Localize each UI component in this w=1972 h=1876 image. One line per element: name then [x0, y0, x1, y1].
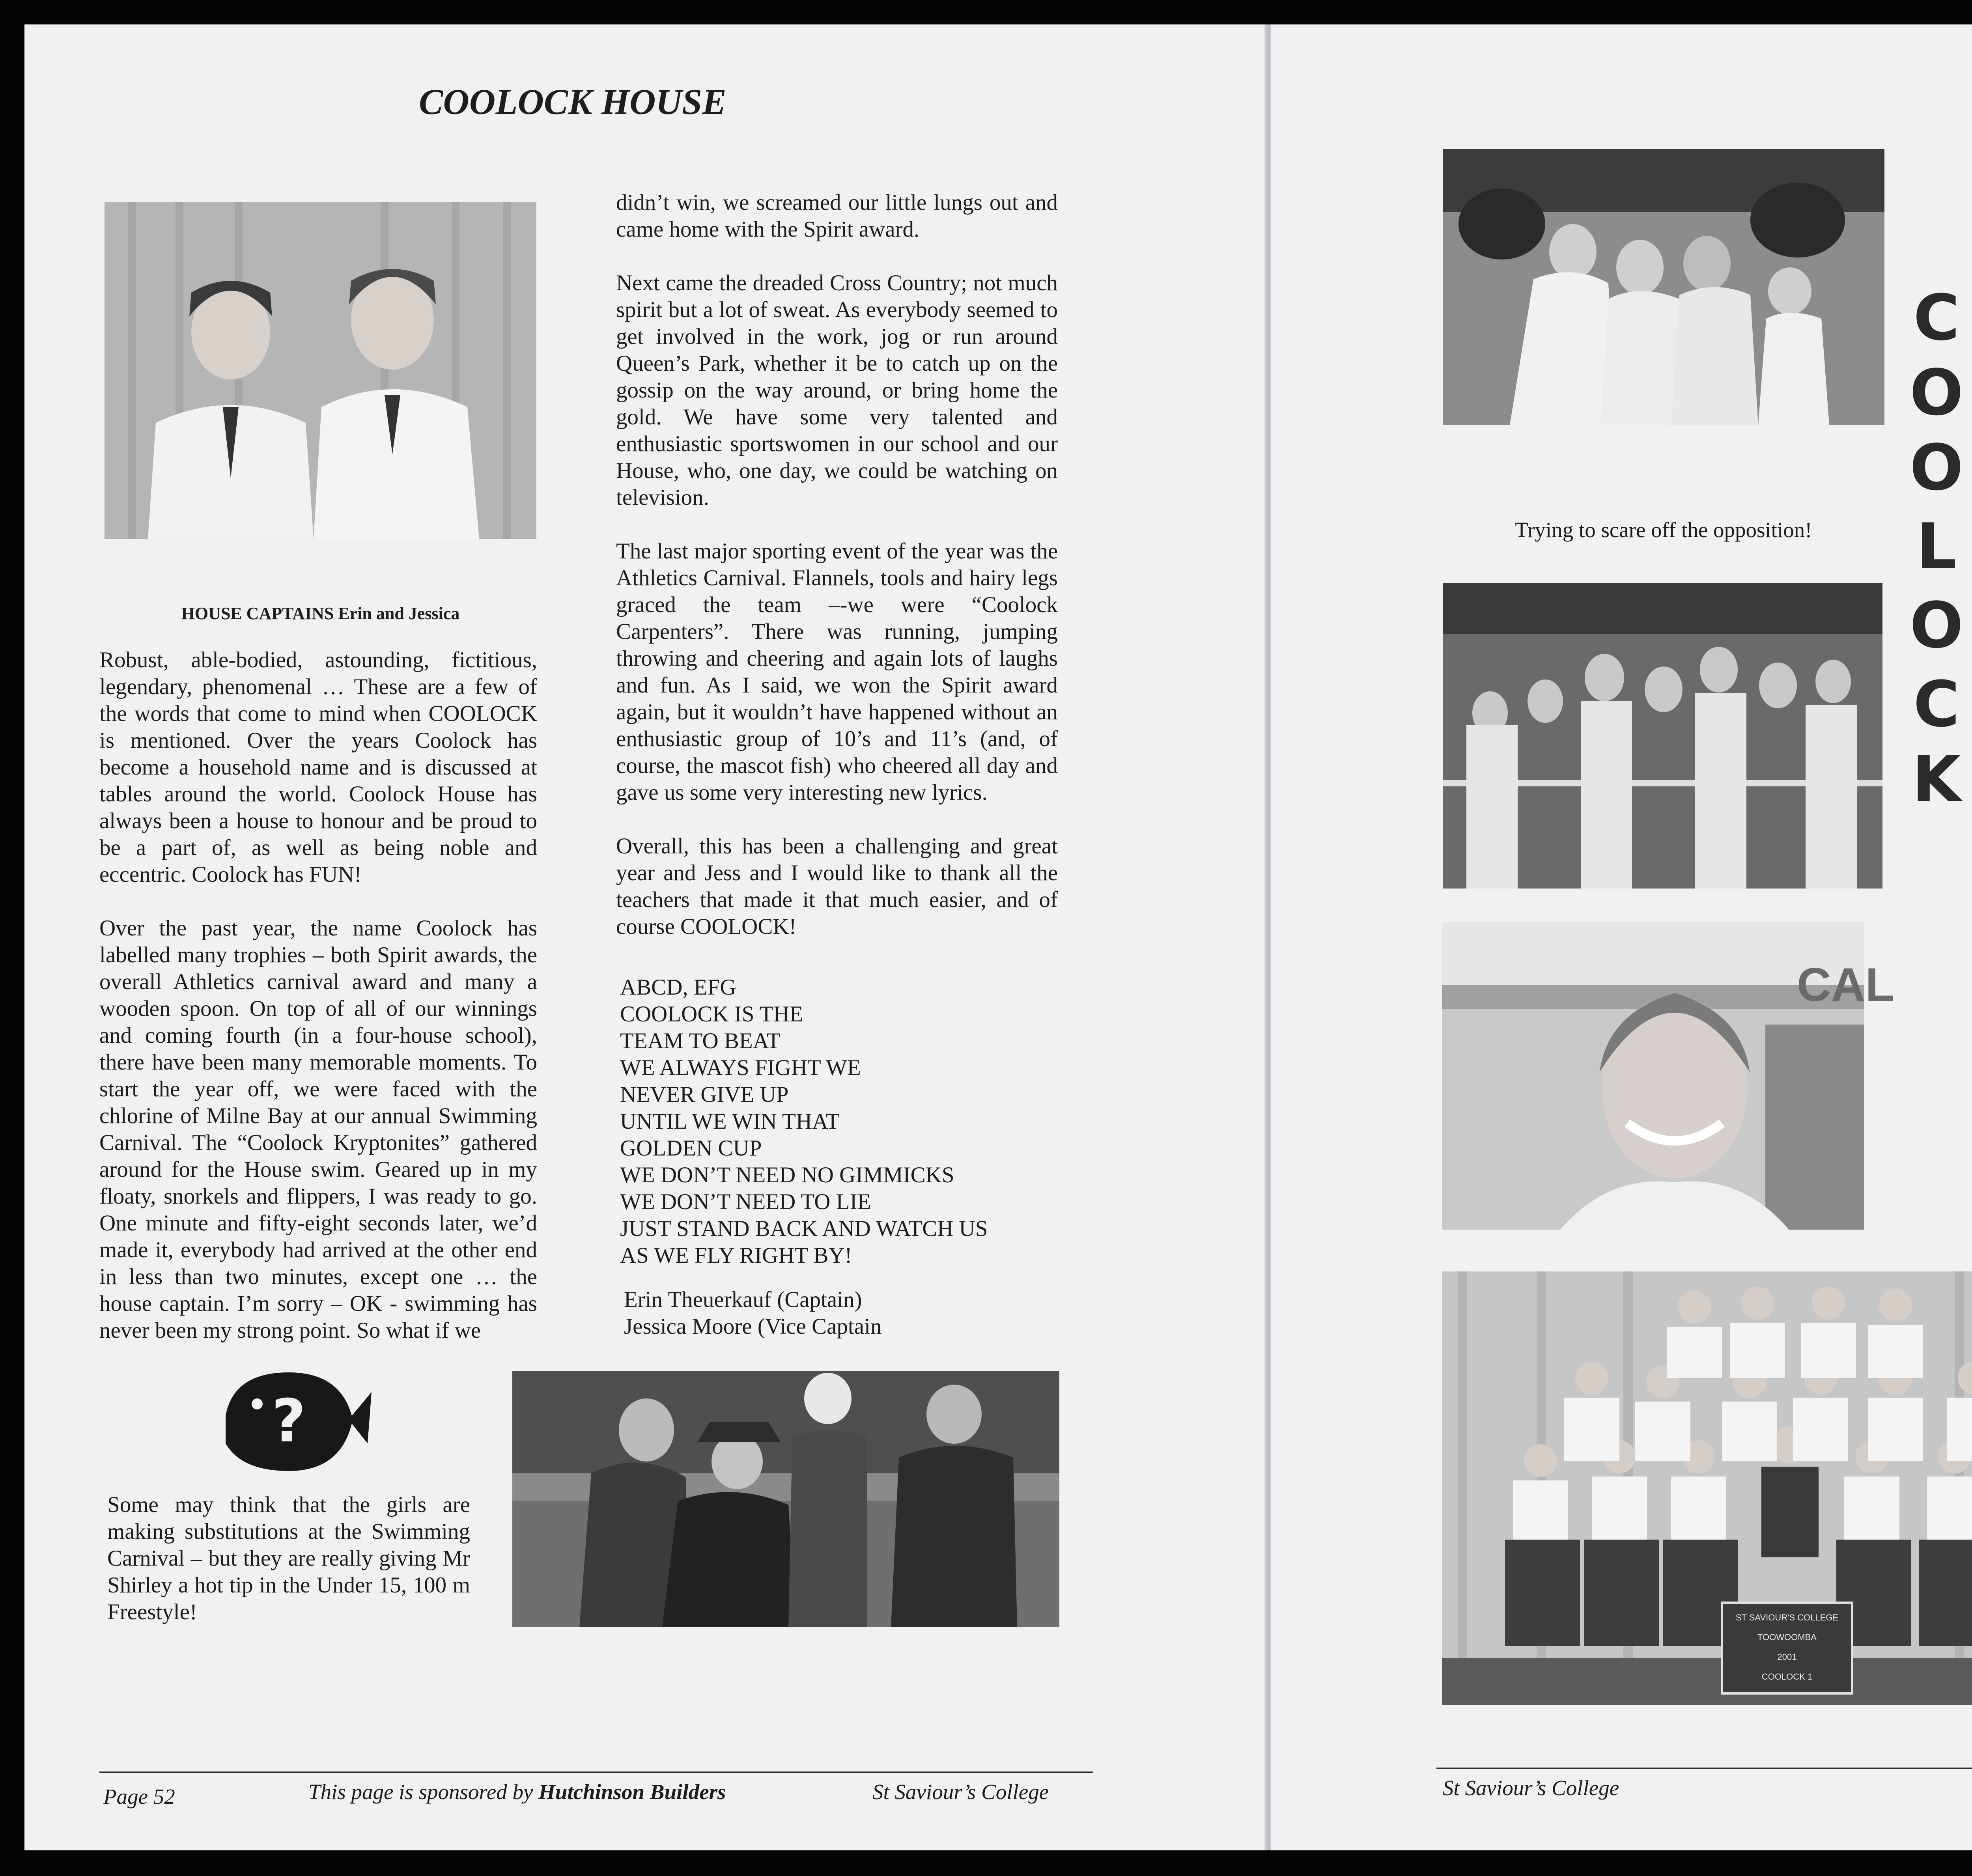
- chant-line: NEVER GIVE UP: [620, 1082, 789, 1107]
- opposition-caption: Trying to scare off the opposition!: [1515, 518, 1812, 542]
- swimming-carnival-photo: [512, 1371, 1059, 1627]
- footer-rule: [99, 1771, 1093, 1773]
- house-chant: [620, 974, 1062, 1269]
- page-title: COOLOCK HOUSE: [419, 82, 726, 122]
- vertical-letter: O: [1909, 356, 1963, 429]
- board-line: ST SAVIOUR'S COLLEGE: [1735, 1613, 1839, 1622]
- chant-line: TEAM TO BEAT: [620, 1029, 781, 1053]
- chant-line: GOLDEN CUP: [620, 1136, 762, 1161]
- vertical-letter: O: [1909, 431, 1963, 504]
- banner-text: CAL: [1797, 958, 1894, 1011]
- captains-caption: HOUSE CAPTAINS Erin and Jessica: [181, 604, 460, 623]
- left-page: [24, 24, 1267, 1850]
- vertical-letter: O: [1909, 588, 1963, 662]
- chant-line: COOLOCK IS THE: [620, 1002, 803, 1027]
- iron-woman-photo: [1442, 922, 1894, 1230]
- vertical-letter: C: [1913, 281, 1960, 355]
- footer-page-number: Page 52: [103, 1785, 175, 1809]
- chant-line: WE ALWAYS FIGHT WE: [620, 1055, 861, 1080]
- vertical-letter: K: [1912, 742, 1961, 816]
- footer-sponsor-name: Hutchinson Builders: [538, 1780, 726, 1804]
- right-page: [1271, 24, 1972, 1850]
- opposition-photo: [1443, 149, 1884, 425]
- house-captains-photo: [105, 202, 536, 539]
- chant-line: AS WE FLY RIGHT BY!: [620, 1243, 852, 1268]
- chant-line: UNTIL WE WIN THAT: [620, 1109, 840, 1134]
- footer-sponsor-prefix: This page is sponsored by: [308, 1780, 539, 1804]
- article-column-2: didn’t win, we screamed our little lungs out and came home with the Spirit award. Next came the dreaded Cross Country; not much spirit but a lot of sweat. As everybody seemed to get involved in the work, jog or run around Queen’s Park, whether it be to catch up on the gossip on the way around, or bring home the gold. We have some very talented and enthusiastic sportswomen in our school and our House, who, one day, we could be watching on television. The last major sporting event of the year was the Athletics Carnival. Flannels, tools and hairy legs graced the team –-we were “Coolock Carpenters”. There was running, jumping throwing and cheering and again lots of laughs and fun. As I said, we won the Spirit award again, but it wouldn’t have happened without an enthusiastic group of 10’s and 11’s (and, of course, the mascot fish) who cheered all day and gave us some very interesting new lyrics. Overall, this has been a challenging and great year and Jess and I would like to thank all the teachers that made it that much easier, and of course COOLOCK!: [616, 190, 1058, 939]
- footer-school: St Saviour’s College: [872, 1780, 1049, 1804]
- chant-line: WE DON’T NEED TO LIE: [620, 1189, 871, 1214]
- board-line: COOLOCK 1: [1761, 1672, 1813, 1682]
- chant-line: ABCD, EFG: [620, 975, 736, 1000]
- chant-line: JUST STAND BACK AND WATCH US: [620, 1216, 988, 1241]
- signature-captain: Erin Theuerkauf (Captain): [624, 1287, 862, 1312]
- fish-mascot-icon: [210, 1357, 375, 1479]
- crowd-photo: [1443, 583, 1882, 889]
- vertical-letter: L: [1916, 510, 1957, 583]
- team-photo: [1442, 1271, 1972, 1705]
- footer-sponsor: [308, 1779, 726, 1804]
- chant-line: WE DON’T NEED NO GIMMICKS: [620, 1163, 954, 1187]
- article-column-1: Robust, able-bodied, astounding, fictitious, legendary, phenomenal … These are a few of the words that come to mind when COOLOCK is mentioned. Over the years Coolock has become a household name and is discussed at tables around the world. Coolock House has always been a house to honour and be proud to be a part of, as well as being noble and eccentric. Coolock has FUN! Over the past year, the name Coolock has labelled many trophies – both Spirit awards, the overall Athletics carnival award and many a wooden spoon. On top of all of our winnings and coming fourth (in a four-house school), there have been many memorable moments. To start the year off, we were faced with the chlorine of Milne Bay at our annual Swimming Carnival. The “Coolock Kryptonites” gathered around for the House swim. Geared up in my floaty, snorkels and flippers, I was ready to go. One minute and fifty-eight seconds later, we’d made it, everybody had arrived at the other end in less than two minutes, except one … the house captain. I’m sorry – OK - swimming has never been my strong point. So what if we: [99, 648, 537, 1343]
- footer-rule: [1436, 1768, 1972, 1769]
- fish-question-mark: ?: [271, 1387, 306, 1456]
- footer-school: St Saviour’s College: [1443, 1776, 1619, 1800]
- board-line: 2001: [1777, 1652, 1797, 1662]
- board-line: TOOWOOMBA: [1757, 1632, 1817, 1642]
- vertical-letter: C: [1913, 667, 1960, 741]
- fish-caption: Some may think that the girls are making substitutions at the Swimming Carnival – but they are really giving Mr Shirley a hot tip in the Under 15, 100 m Freestyle!: [107, 1492, 470, 1624]
- signature-vice-captain: Jessica Moore (Vice Captain: [624, 1314, 882, 1339]
